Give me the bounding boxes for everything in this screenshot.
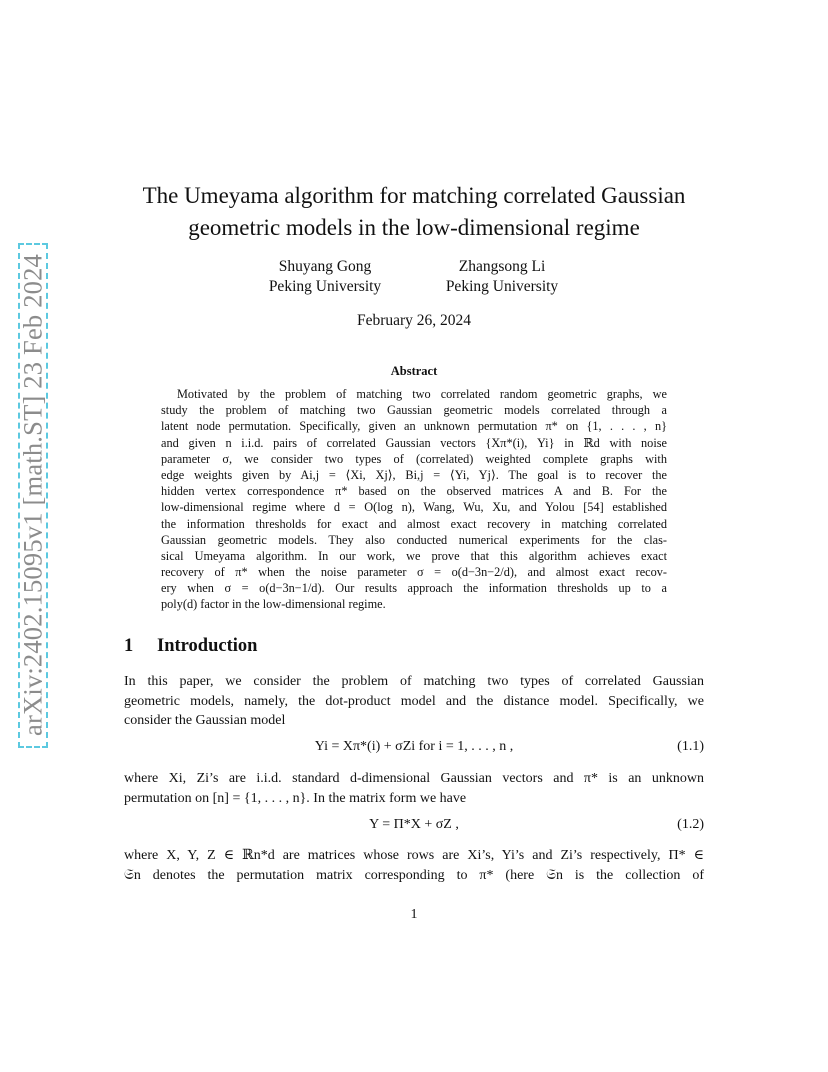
abstract-line: ery when σ = o(d−3n−1/d). Our results approach the information thresholds up to a (161, 581, 667, 596)
abstract-line: study the problem of matching two Gaussian geometric models correlated through a (161, 403, 667, 418)
section-number: 1 (124, 636, 134, 656)
text-line: consider the Gaussian model (124, 713, 286, 728)
equation (124, 817, 704, 837)
abstract-line: poly(d) factor in the low-dimensional regime. (161, 597, 386, 612)
paragraph (124, 672, 704, 731)
text-line: where Xi, Zi’s are i.i.d. standard d-dimensional Gaussian vectors and π* is an unknown (124, 771, 704, 786)
paper-title (0, 180, 828, 244)
paper-date: February 26, 2024 (356, 312, 472, 329)
author-block (225, 257, 425, 297)
abstract-line: Motivated by the problem of matching two correlated random geometric graphs, we (177, 387, 667, 401)
text-line: 𝔖n denotes the permutation matrix corresponding to π* (here 𝔖n is the collection of (124, 867, 704, 883)
abstract-line: sical Umeyama algorithm. In our work, we prove that this algorithm achieves exact (161, 548, 667, 563)
section-heading (124, 636, 257, 657)
arxiv-identifier: arXiv:2402.15095v1 [math.ST] 23 Feb 2024 (17, 253, 48, 737)
text-line: In this paper, we consider the problem of matching two types of correlated Gaussian (124, 674, 704, 689)
title-line: geometric models in the low-dimensional regime (188, 215, 640, 240)
abstract-line: Gaussian geometric models. They also conducted numerical experiments for the clas- (161, 532, 667, 547)
equation-body: Y = Π*X + σZ , (369, 817, 459, 832)
abstract-heading: Abstract (390, 364, 438, 378)
paragraph (124, 769, 704, 808)
abstract-body (161, 386, 667, 613)
equation-number: (1.2) (677, 817, 704, 832)
abstract-line: edge weights given by Ai,j = ⟨Xi, Xj⟩, Bi,j = ⟨Yi, Yj⟩. The goal is to recover the (161, 467, 667, 482)
abstract-line: recovery of π* when the noise parameter σ = o(d−3n−2/d), and almost exact recov- (161, 565, 667, 580)
abstract-line: low-dimensional regime where d = O(log n), Wang, Wu, Xu, and Yolou [54] established (161, 500, 667, 515)
text-line: geometric models, namely, the dot-product model and the distance model. Specifically, we (124, 693, 704, 709)
text-line: where X, Y, Z ∈ ℝn*d are matrices whose rows are Xi’s, Yi’s and Zi’s respectively, Π* ∈ (124, 848, 704, 863)
abstract-line: and given n i.i.d. pairs of correlated Gaussian vectors {Xπ*(i), Yi} in ℝd with noise (161, 435, 667, 450)
page-number: 1 (410, 907, 418, 922)
paragraph (124, 846, 704, 885)
abstract-line: latent node permutation. Specifically, given an unknown permutation π* on {1, . . . , n} (161, 419, 667, 434)
text-line: permutation on [n] = {1, . . . , n}. In the matrix form we have (124, 790, 467, 806)
author-name: Shuyang Gong (278, 258, 372, 275)
equation (124, 739, 704, 759)
equation-number: (1.1) (677, 739, 704, 754)
author-name: Zhangsong Li (458, 258, 546, 275)
author-block (402, 257, 602, 297)
author-affiliation: Peking University (445, 278, 559, 295)
equation-body: Yi = Xπ*(i) + σZi for i = 1, . . . , n , (314, 739, 514, 754)
author-affiliation: Peking University (268, 278, 382, 295)
abstract-line: the information thresholds for exact and almost exact recovery in matching correlated (161, 516, 667, 531)
abstract-line: parameter σ, we consider two types of (correlated) weighted complete graphs with (161, 451, 667, 466)
title-line: The Umeyama algorithm for matching correlated Gaussian (142, 183, 686, 208)
abstract-line: hidden vertex correspondence π* based on the observed matrices A and B. For the (161, 484, 667, 499)
section-title: Introduction (157, 636, 258, 656)
